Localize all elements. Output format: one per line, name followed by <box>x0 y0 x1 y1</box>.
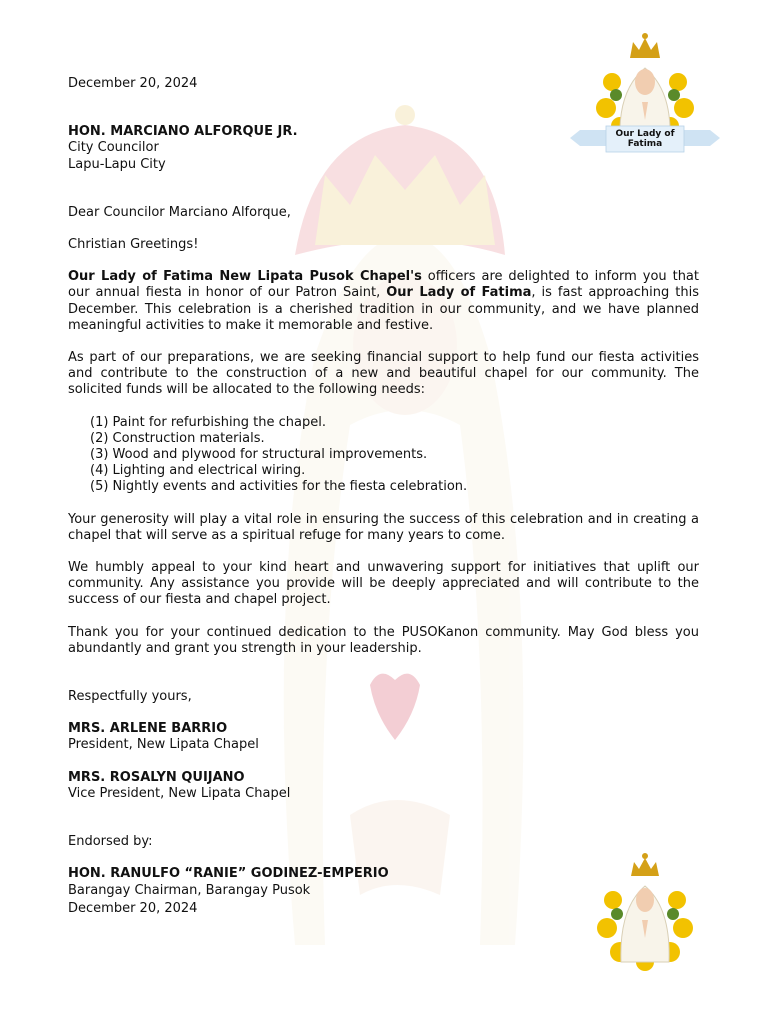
chapel-name: Our Lady of Fatima New Lipata Pusok Chapel's <box>68 269 422 285</box>
paragraph-generosity: Your generosity will play a vital role in ensuring the success of this celebration and in creating a chapel that will serve as a spiritual refuge for many years to come. <box>68 511 699 543</box>
signatory-name: MRS. ROSALYN QUIJANO <box>68 769 245 785</box>
virgin-mary-emblem-icon <box>585 850 705 975</box>
endorser-name: HON. RANULFO “RANIE” GODINEZ-EMPERIO <box>68 866 389 882</box>
recipient-title: City Councilor <box>68 140 159 156</box>
list-item: (1) Paint for refurbishing the chapel. <box>90 414 326 430</box>
letter-body <box>68 76 699 917</box>
endorsed-label: Endorsed by: <box>68 834 153 850</box>
emblem-ribbon-caption <box>570 129 720 149</box>
signatory-name: MRS. ARLENE BARRIO <box>68 721 228 737</box>
list-item: (5) Nightly events and activities for the fiesta celebration. <box>90 479 468 495</box>
ribbon-line-2: Fatima <box>627 139 663 149</box>
signatory-title: Vice President, New Lipata Chapel <box>68 785 291 801</box>
recipient-city: Lapu-Lapu City <box>68 156 166 172</box>
closing: Respectfully yours, <box>68 689 192 705</box>
needs-list <box>68 415 699 496</box>
patron-saint-name: Our Lady of Fatima <box>386 285 532 301</box>
paragraph-request: As part of our preparations, we are seeking financial support to help fund our fiesta activities and contribute to the construction of a new and beautiful chapel for our community. The solicited funds will be allocated to the following needs: <box>68 350 699 398</box>
paragraph-announcement: Our Lady of Fatima New Lipata Pusok Chapel's officers are delighted to inform you that our annual fiesta in honor of our Patron Saint, Our Lady of Fatima, is fast approaching this December. This celebration is a cherished tradition in our community, and we have planned meaningful activities to make it memorable and festive. <box>68 269 699 333</box>
fatima-emblem-top <box>570 30 720 160</box>
list-item: (4) Lighting and electrical wiring. <box>90 463 306 479</box>
ribbon-line-1: Our Lady of <box>615 129 675 139</box>
list-item: (3) Wood and plywood for structural improvements. <box>90 447 428 463</box>
letter-date: December 20, 2024 <box>68 76 198 91</box>
endorsement-date: December 20, 2024 <box>68 900 198 916</box>
salutation: Dear Councilor Marciano Alforque, <box>68 204 291 220</box>
paragraph-thanks: Thank you for your continued dedication to the PUSOKanon community. May God bless you abundantly and grant you strength in your leadership. <box>68 624 699 656</box>
endorser-title: Barangay Chairman, Barangay Pusok <box>68 882 311 898</box>
greeting: Christian Greetings! <box>68 237 199 253</box>
signatory-title: President, New Lipata Chapel <box>68 737 259 753</box>
list-item: (2) Construction materials. <box>90 430 265 446</box>
fatima-emblem-bottom <box>585 850 705 975</box>
recipient-name: HON. MARCIANO ALFORQUE JR. <box>68 124 298 140</box>
paragraph-appeal: We humbly appeal to your kind heart and unwavering support for initiatives that uplift our community. Any assistance you provide will be deeply appreciated and will contribute to the success of our fiesta and chapel project. <box>68 560 699 608</box>
